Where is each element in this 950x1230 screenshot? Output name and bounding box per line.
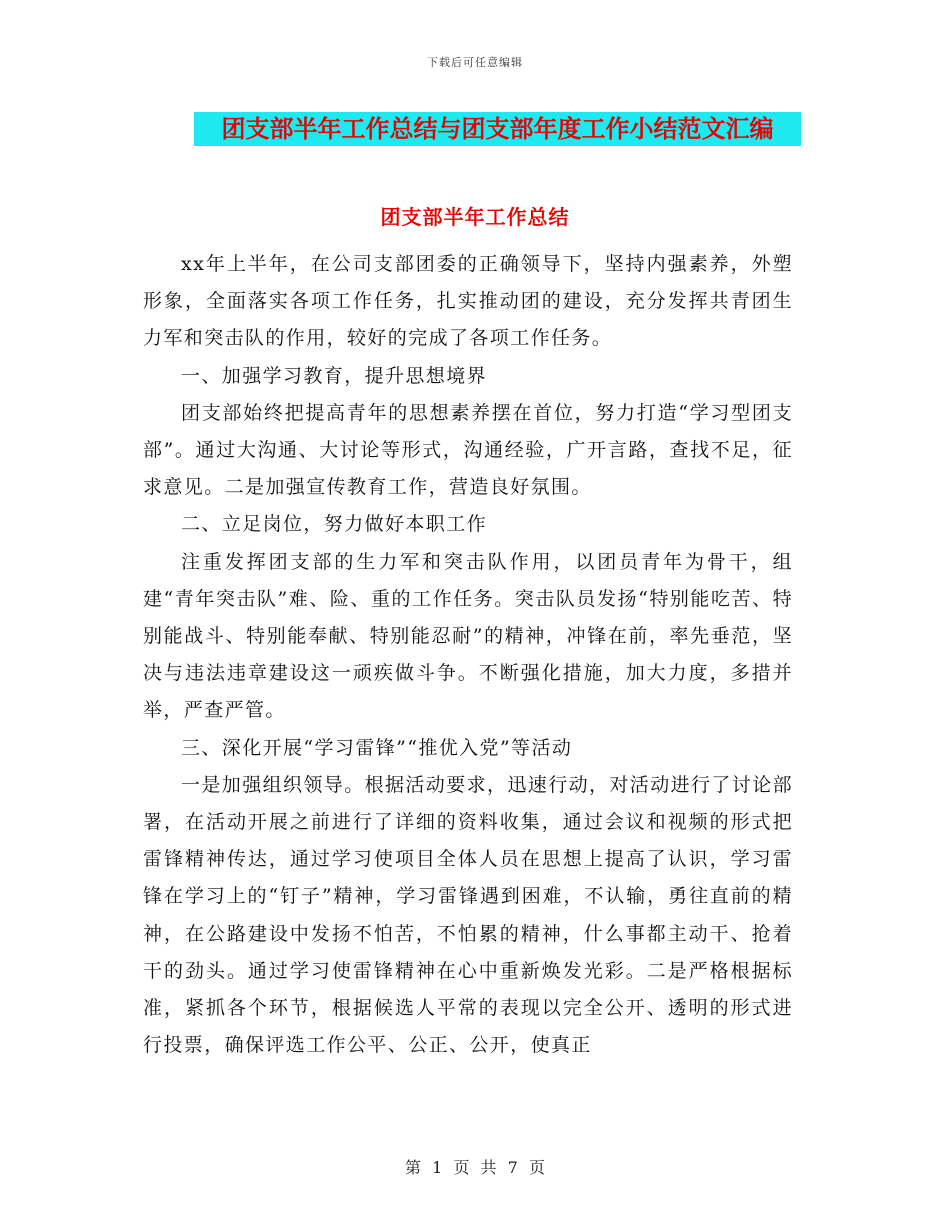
heading-study-education: 一、加强学习教育，提升思想境界: [181, 364, 488, 387]
footer-page-label: 页: [453, 1158, 470, 1177]
footer-total-pages: 7: [507, 1158, 518, 1177]
footer-current-page: 1: [432, 1158, 443, 1177]
footer-prefix: 第: [405, 1158, 422, 1177]
heading-job-duties: 二、立足岗位，努力做好本职工作: [181, 513, 488, 536]
footer-total-label: 共: [480, 1158, 497, 1177]
document-title: 团支部半年工作总结与团支部年度工作小结范文汇编: [194, 112, 801, 146]
footer-suffix: 页: [528, 1158, 545, 1177]
paragraph-intro: xx年上半年，在公司支部团委的正确领导下，坚持内强素养，外塑形象，全面落实各项工作任务，扎实推动团的建设，充分发挥共青团生力军和突击队的作用，较好的完成了各项工作任务。: [143, 253, 793, 350]
paragraph-job-duties: 注重发挥团支部的生力军和突击队作用，以团员青年为骨干，组建“青年突击队”难、险、重的工作任务。突击队员发扬“特别能吃苦、特别能战斗、特别能奉献、特别能忍耐”的精神，冲锋在前，率先垂范，坚决与违法违章建设这一顽疾做斗争。不断强化措施，加大力度，多措并举，严查严管。: [143, 550, 793, 722]
page-header-note: 下载后可任意编辑: [427, 56, 523, 69]
page-footer: [0, 1155, 950, 1178]
paragraph-study-education: 团支部始终把提高青年的思想素养摆在首位，努力打造“学习型团支部”。通过大沟通、大讨论等形式，沟通经验，广开言路，查找不足，征求意见。二是加强宣传教育工作，营造良好氛围。: [143, 401, 793, 499]
paragraph-activities: 一是加强组织领导。根据活动要求，迅速行动，对活动进行了讨论部署，在活动开展之前进行了详细的资料收集，通过会议和视频的形式把雷锋精神传达，通过学习使项目全体人员在思想上提高了认识，学习雷锋在学习上的“钉子”精神，学习雷锋遇到困难，不认输，勇往直前的精神，在公路建设中发扬不怕苦，不怕累的精神，什么事都主动干、抢着干的劲头。通过学习使雷锋精神在心中重新焕发光彩。二是严格根据标准，紧抓各个环节，根据候选人平常的表现以完全公开、透明的形式进行投票，确保评选工作公平、公正、公开，使真正: [143, 773, 794, 1057]
document-body: [143, 246, 793, 1064]
heading-activities: 三、深化开展“学习雷锋”“推优入党”等活动: [181, 736, 573, 759]
section-title: 团支部半年工作总结: [380, 205, 570, 229]
